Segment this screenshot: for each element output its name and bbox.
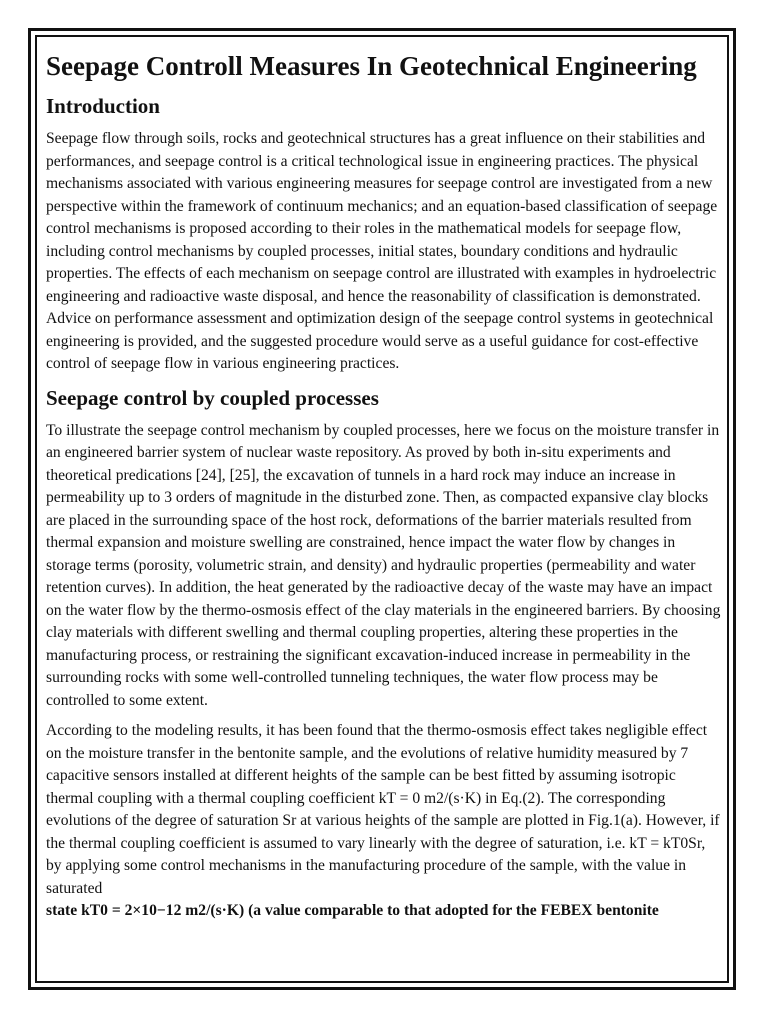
coupled-processes-trailing-bold-line: state kT0 = 2×10−12 m2/(s·K) (a value comparable to that adopted for the FEBEX bentonite	[46, 902, 659, 919]
introduction-paragraph: Seepage flow through soils, rocks and geotechnical structures has a great influence on their stabilities and performances, and seepage control is a critical technological issue in engineering practices. The physical mechanisms associated with various engineering measures for seepage control are investigated from a new perspective within the framework of continuum mechanics; and an equation-based classification of seepage control mechanisms is proposed according to their roles in the mathematical models for seepage flow, including control mechanisms by coupled processes, initial states, boundary conditions and hydraulic properties. The effects of each mechanism on seepage control are illustrated with examples in hydroelectric engineering and radioactive waste disposal, and hence the reasonability of classification is demonstrated. Advice on performance assessment and optimization design of the seepage control systems in geotechnical engineering is provided, and the suggested procedure would serve as a useful guidance for cost-effective control of seepage flow in various engineering practices.	[46, 130, 718, 372]
coupled-processes-paragraph-1: To illustrate the seepage control mechanism by coupled processes, here we focus on the moisture transfer in an engineered barrier system of nuclear waste repository. As proved by both in-situ experiments and theoretical predications [24], [25], the excavation of tunnels in a hard rock may induce an increase in permeability up to 3 orders of magnitude in the disturbed zone. Then, as compacted expansive clay blocks are placed in the surrounding space of the host rock, deformations of the barrier materials resulted from thermal expansion and moisture swelling are constrained, hence impact the water flow by changes in storage terms (porosity, volumetric strain, and density) and hydraulic properties (permeability and water retention curves). In addition, the heat generated by the radioactive decay of the waste may have an impact on the water flow by the thermo-osmosis effect of the clay materials in the engineered barriers. By choosing clay materials with different swelling and thermal coupling properties, altering these properties in the manufacturing process, or restraining the significant excavation-induced increase in permeability in the surrounding rocks with some well-controlled tunneling techniques, the water flow process may be controlled to some extent.	[46, 421, 721, 709]
document-body	[46, 40, 724, 980]
document-title: Seepage Controll Measures In Geotechnical Engineering	[46, 51, 697, 81]
coupled-processes-paragraph-2-text: According to the modeling results, it has been found that the thermo-osmosis effect takes negligible effect on the moisture transfer in the bentonite sample, and the evolutions of relative humidity measured by 7 capacitive sensors installed at different heights of the sample can be best fitted by assuming isotropic thermal coupling with a thermal coupling coefficient kT = 0 m2/(s·K) in Eq.(2). The corresponding evolutions of the degree of saturation Sr at various heights of the sample are plotted in Fig.1(a). However, if the thermal coupling coefficient is assumed to vary linearly with the degree of saturation, i.e. kT = kT0Sr, by applying some control mechanisms in the manufacturing procedure of the sample, with the value in saturated	[46, 722, 720, 897]
coupled-processes-paragraph-2	[46, 720, 724, 923]
section-heading-coupled-processes: Seepage control by coupled processes	[46, 385, 379, 410]
section-heading-introduction: Introduction	[46, 94, 160, 118]
